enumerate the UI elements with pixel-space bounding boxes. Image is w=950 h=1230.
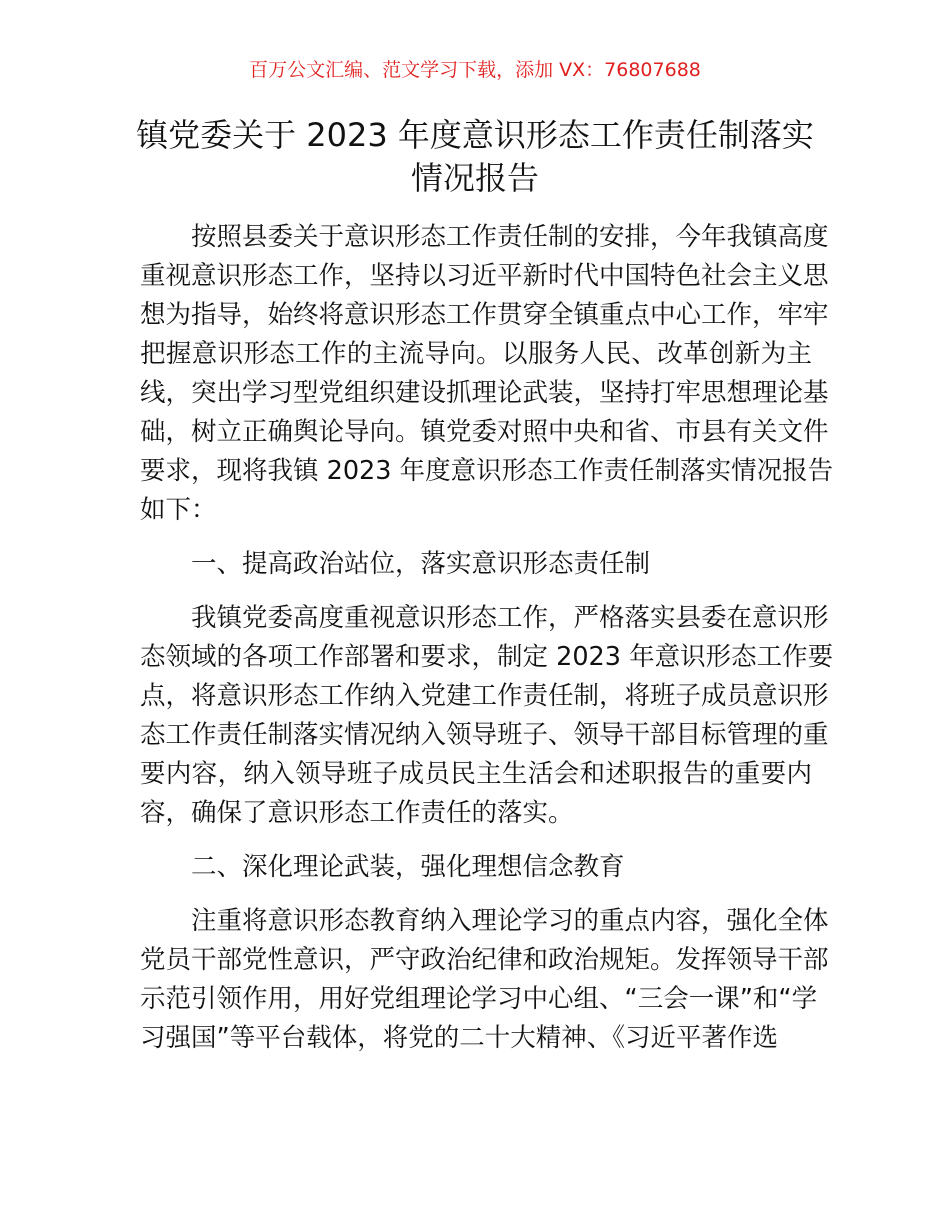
text-line: 线，突出学习型党组织建设抓理论武装，坚持打牢思想理论基 <box>140 378 829 408</box>
text-line: 态工作责任制落实情况纳入领导班子、领导干部目标管理的重 <box>140 720 829 750</box>
paragraph <box>140 599 834 833</box>
watermark-header: 百万公文汇编、范文学习下载，添加 VX：76807688 <box>249 59 701 81</box>
title-line: 情况报告 <box>410 159 539 197</box>
text-line: 想为指导，始终将意识形态工作贯穿全镇重点中心工作，牢牢 <box>140 300 829 330</box>
text-line: 示范引领作用，用好党组理论学习中心组、“三会一课”和“学 <box>140 984 818 1014</box>
document-body <box>140 218 834 1073</box>
text-line: 容，确保了意识形态工作责任的落实。 <box>140 798 574 828</box>
text-line: 如下： <box>140 495 217 525</box>
section-heading <box>140 848 812 887</box>
title-line: 镇党委关于 2023 年度意识形态工作责任制落实 <box>136 116 814 154</box>
text-line: 我镇党委高度重视意识形态工作，严格落实县委在意识形 <box>191 603 829 633</box>
text-line: 按照县委关于意识形态工作责任制的安排，今年我镇高度 <box>191 222 829 252</box>
document-title <box>120 114 830 200</box>
text-line: 一、提高政治站位，落实意识形态责任制 <box>191 549 651 579</box>
text-line: 二、深化理论武装，强化理想信念教育 <box>191 852 625 882</box>
text-line: 要求，现将我镇 2023 年度意识形态工作责任制落实情况报告 <box>140 456 834 486</box>
paragraph <box>140 218 834 530</box>
text-line: 重视意识形态工作，坚持以习近平新时代中国特色社会主义思 <box>140 261 829 291</box>
text-line: 点，将意识形态工作纳入党建工作责任制，将班子成员意识形 <box>140 681 829 711</box>
section-heading <box>140 545 812 584</box>
text-line: 要内容，纳入领导班子成员民主生活会和述职报告的重要内 <box>140 759 812 789</box>
text-line: 注重将意识形态教育纳入理论学习的重点内容，强化全体 <box>191 906 829 936</box>
text-line: 习强国”等平台载体，将党的二十大精神、《习近平著作选 <box>140 1023 778 1053</box>
text-line: 态领域的各项工作部署和要求，制定 2023 年意识形态工作要 <box>140 642 834 672</box>
text-line: 党员干部党性意识，严守政治纪律和政治规矩。发挥领导干部 <box>140 945 829 975</box>
text-line: 础，树立正确舆论导向。镇党委对照中央和省、市县有关文件 <box>140 417 829 447</box>
text-line: 把握意识形态工作的主流导向。以服务人民、改革创新为主 <box>140 339 812 369</box>
paragraph <box>140 902 829 1058</box>
